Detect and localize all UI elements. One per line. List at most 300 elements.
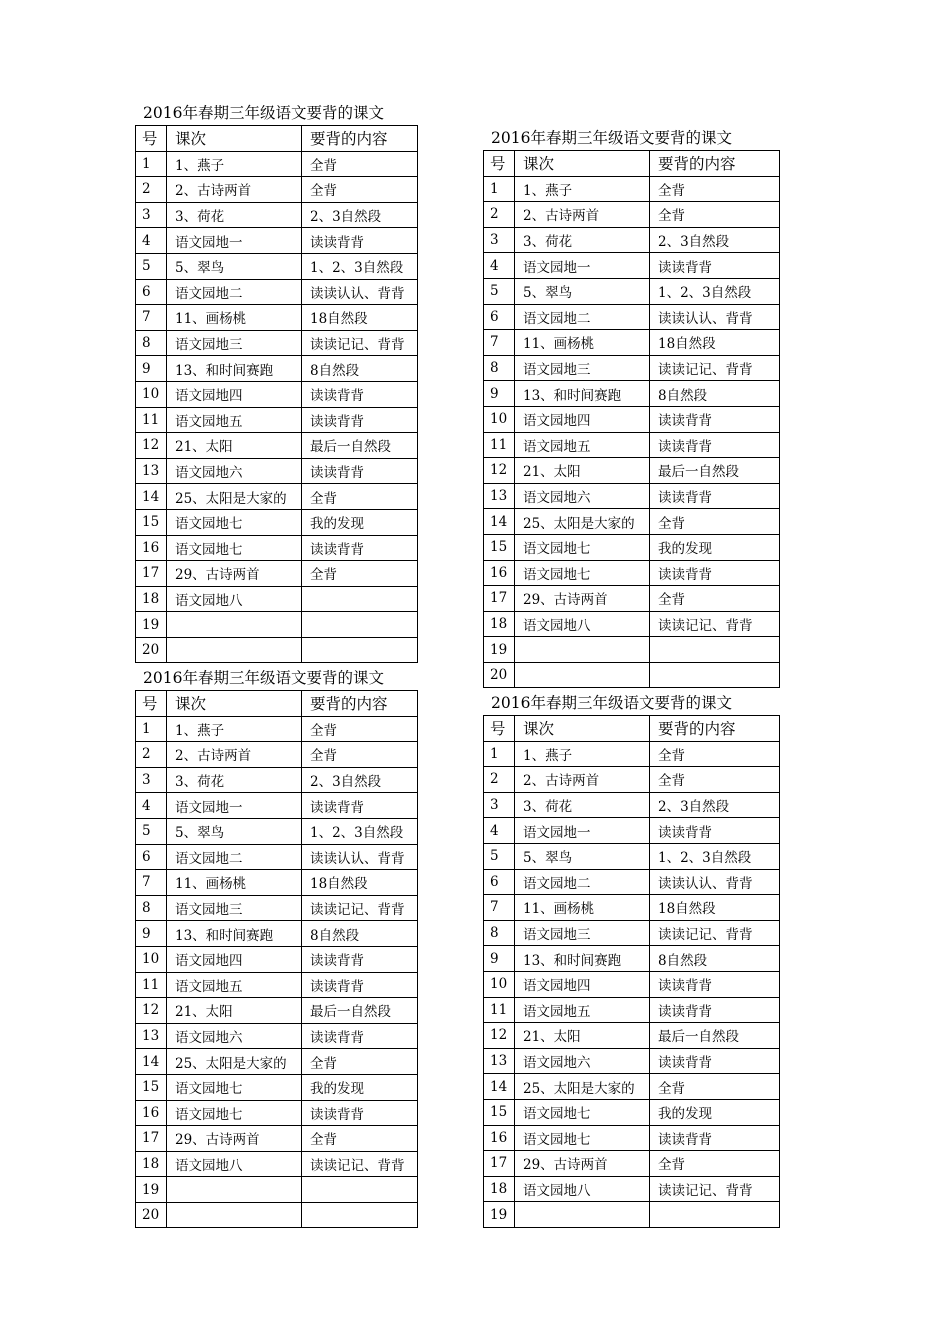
table-row xyxy=(484,330,780,356)
content-cell: 读读背背 xyxy=(650,483,780,509)
header-lesson: 课次 xyxy=(167,126,302,152)
table-row xyxy=(136,561,418,587)
lesson-cell: 语文园地八 xyxy=(167,1151,302,1177)
content-cell: 18自然段 xyxy=(302,305,418,331)
content-cell: 全背 xyxy=(302,177,418,203)
lesson-cell: 语文园地一 xyxy=(515,818,650,844)
number-cell: 7 xyxy=(484,330,515,356)
number-cell: 2 xyxy=(484,767,515,793)
lesson-cell: 5、翠鸟 xyxy=(167,818,302,844)
number-cell: 13 xyxy=(136,458,167,484)
number-cell: 7 xyxy=(136,870,167,896)
content-cell: 读读背背 xyxy=(650,997,780,1023)
table-row xyxy=(484,920,780,946)
lesson-cell xyxy=(167,612,302,638)
number-cell: 5 xyxy=(136,818,167,844)
lesson-cell: 语文园地七 xyxy=(167,1100,302,1126)
number-cell: 13 xyxy=(136,1023,167,1049)
table-row xyxy=(484,406,780,432)
number-cell: 12 xyxy=(484,458,515,484)
content-cell: 读读记记、背背 xyxy=(650,920,780,946)
content-cell: 我的发现 xyxy=(302,1074,418,1100)
lesson-cell: 3、荷花 xyxy=(515,227,650,253)
table-row xyxy=(136,433,418,459)
content-cell: 全背 xyxy=(302,151,418,177)
content-cell: 我的发现 xyxy=(650,1099,780,1125)
header-lesson: 课次 xyxy=(167,691,302,717)
lesson-cell: 25、太阳是大家的 xyxy=(515,1074,650,1100)
content-cell: 全背 xyxy=(302,742,418,768)
content-cell: 全背 xyxy=(650,509,780,535)
header-content: 要背的内容 xyxy=(302,691,418,717)
number-cell: 16 xyxy=(484,560,515,586)
lesson-cell: 5、翠鸟 xyxy=(167,253,302,279)
content-cell: 读读背背 xyxy=(650,560,780,586)
table-row xyxy=(484,818,780,844)
content-cell: 1、2、3自然段 xyxy=(302,253,418,279)
table-row xyxy=(484,483,780,509)
content-cell: 2、3自然段 xyxy=(302,202,418,228)
recitation-table xyxy=(483,150,780,688)
number-cell: 1 xyxy=(136,151,167,177)
table-row xyxy=(136,1100,418,1126)
lesson-cell xyxy=(167,637,302,663)
table-row xyxy=(136,1023,418,1049)
content-cell: 读读背背 xyxy=(650,432,780,458)
table-row xyxy=(136,870,418,896)
header-lesson: 课次 xyxy=(515,151,650,177)
content-cell: 读读记记、背背 xyxy=(650,611,780,637)
lesson-cell: 2、古诗两首 xyxy=(515,202,650,228)
content-cell: 全背 xyxy=(650,176,780,202)
table-row xyxy=(136,305,418,331)
lesson-cell: 5、翠鸟 xyxy=(515,843,650,869)
content-cell: 2、3自然段 xyxy=(650,792,780,818)
content-cell: 最后一自然段 xyxy=(650,458,780,484)
table-row xyxy=(136,844,418,870)
lesson-cell: 语文园地七 xyxy=(515,560,650,586)
lesson-cell: 语文园地四 xyxy=(167,381,302,407)
table-title: 2016年春期三年级语文要背的课文 xyxy=(491,694,732,712)
number-cell: 12 xyxy=(484,1023,515,1049)
number-cell: 6 xyxy=(484,304,515,330)
table-row xyxy=(136,998,418,1024)
table-row xyxy=(484,253,780,279)
number-cell: 8 xyxy=(484,355,515,381)
number-cell: 16 xyxy=(136,535,167,561)
table-row xyxy=(136,1177,418,1203)
lesson-cell: 语文园地六 xyxy=(515,483,650,509)
header-content: 要背的内容 xyxy=(650,151,780,177)
lesson-cell: 1、燕子 xyxy=(167,151,302,177)
content-cell: 读读认认、背背 xyxy=(302,844,418,870)
table-row xyxy=(136,1049,418,1075)
lesson-cell: 语文园地五 xyxy=(515,997,650,1023)
lesson-cell: 语文园地七 xyxy=(167,1074,302,1100)
number-cell: 3 xyxy=(136,202,167,228)
content-cell: 读读认认、背背 xyxy=(650,869,780,895)
lesson-cell: 语文园地六 xyxy=(515,1048,650,1074)
content-cell: 1、2、3自然段 xyxy=(302,818,418,844)
table-row xyxy=(136,921,418,947)
table-row xyxy=(484,458,780,484)
lesson-cell: 2、古诗两首 xyxy=(515,767,650,793)
number-cell: 20 xyxy=(136,1202,167,1228)
lesson-cell: 语文园地六 xyxy=(167,458,302,484)
lesson-cell: 21、太阳 xyxy=(167,998,302,1024)
table-row xyxy=(136,637,418,663)
content-cell: 读读背背 xyxy=(650,818,780,844)
recitation-table xyxy=(135,125,418,663)
lesson-cell: 1、燕子 xyxy=(167,716,302,742)
number-cell: 7 xyxy=(136,305,167,331)
table-row xyxy=(136,612,418,638)
table-row xyxy=(136,228,418,254)
table-row xyxy=(484,1151,780,1177)
table-row xyxy=(484,1176,780,1202)
number-cell: 2 xyxy=(136,742,167,768)
table-row xyxy=(484,227,780,253)
number-cell: 2 xyxy=(136,177,167,203)
lesson-cell: 11、画杨桃 xyxy=(167,870,302,896)
content-cell: 全背 xyxy=(302,1049,418,1075)
content-cell: 我的发现 xyxy=(650,534,780,560)
table-row xyxy=(484,843,780,869)
lesson-cell: 语文园地八 xyxy=(515,1176,650,1202)
recitation-table-block-bottom-left xyxy=(135,666,417,1228)
number-cell: 9 xyxy=(484,381,515,407)
content-cell xyxy=(302,1202,418,1228)
content-cell: 读读背背 xyxy=(302,381,418,407)
table-row xyxy=(484,1202,780,1228)
lesson-cell: 21、太阳 xyxy=(515,458,650,484)
number-cell: 14 xyxy=(136,484,167,510)
number-cell: 19 xyxy=(136,612,167,638)
table-row xyxy=(484,202,780,228)
lesson-cell: 语文园地三 xyxy=(515,355,650,381)
table-row xyxy=(484,611,780,637)
number-cell: 4 xyxy=(136,228,167,254)
table-title: 2016年春期三年级语文要背的课文 xyxy=(143,104,384,122)
number-cell: 7 xyxy=(484,895,515,921)
content-cell xyxy=(302,612,418,638)
table-row xyxy=(136,1126,418,1152)
number-cell: 15 xyxy=(136,509,167,535)
lesson-cell: 语文园地七 xyxy=(515,1099,650,1125)
lesson-cell xyxy=(515,662,650,688)
number-cell: 13 xyxy=(484,483,515,509)
table-row xyxy=(484,381,780,407)
number-cell: 14 xyxy=(136,1049,167,1075)
number-cell: 10 xyxy=(136,381,167,407)
number-cell: 4 xyxy=(484,253,515,279)
content-cell: 全背 xyxy=(650,586,780,612)
content-cell: 读读背背 xyxy=(302,1023,418,1049)
lesson-cell: 21、太阳 xyxy=(515,1023,650,1049)
lesson-cell: 2、古诗两首 xyxy=(167,742,302,768)
lesson-cell xyxy=(515,637,650,663)
table-row xyxy=(136,793,418,819)
number-cell: 20 xyxy=(484,662,515,688)
table-row xyxy=(484,278,780,304)
lesson-cell: 语文园地二 xyxy=(515,869,650,895)
table-row xyxy=(484,176,780,202)
number-cell: 20 xyxy=(136,637,167,663)
number-cell: 10 xyxy=(484,406,515,432)
lesson-cell: 语文园地五 xyxy=(515,432,650,458)
table-row xyxy=(136,253,418,279)
content-cell xyxy=(302,637,418,663)
table-row xyxy=(136,818,418,844)
table-row xyxy=(136,946,418,972)
content-cell: 最后一自然段 xyxy=(302,433,418,459)
content-cell: 全背 xyxy=(302,561,418,587)
lesson-cell: 11、画杨桃 xyxy=(515,895,650,921)
table-row xyxy=(484,946,780,972)
lesson-cell: 5、翠鸟 xyxy=(515,278,650,304)
lesson-cell: 25、太阳是大家的 xyxy=(167,484,302,510)
table-title: 2016年春期三年级语文要背的课文 xyxy=(491,129,732,147)
content-cell: 读读背背 xyxy=(302,228,418,254)
number-cell: 18 xyxy=(484,1176,515,1202)
lesson-cell: 语文园地一 xyxy=(515,253,650,279)
content-cell: 读读背背 xyxy=(302,407,418,433)
content-cell: 我的发现 xyxy=(302,509,418,535)
content-cell: 2、3自然段 xyxy=(650,227,780,253)
lesson-cell: 语文园地四 xyxy=(515,971,650,997)
table-row xyxy=(136,509,418,535)
lesson-cell: 语文园地二 xyxy=(515,304,650,330)
table-header-row xyxy=(484,716,780,742)
content-cell xyxy=(302,1177,418,1203)
table-row xyxy=(136,356,418,382)
content-cell: 读读背背 xyxy=(650,1048,780,1074)
header-lesson: 课次 xyxy=(515,716,650,742)
content-cell: 全背 xyxy=(650,1074,780,1100)
lesson-cell: 13、和时间赛跑 xyxy=(167,356,302,382)
lesson-cell: 3、荷花 xyxy=(515,792,650,818)
number-cell: 19 xyxy=(484,1202,515,1228)
content-cell: 读读记记、背背 xyxy=(302,895,418,921)
number-cell: 12 xyxy=(136,433,167,459)
number-cell: 11 xyxy=(484,432,515,458)
content-cell: 读读记记、背背 xyxy=(650,1176,780,1202)
number-cell: 8 xyxy=(484,920,515,946)
lesson-cell: 11、画杨桃 xyxy=(167,305,302,331)
table-row xyxy=(484,355,780,381)
number-cell: 4 xyxy=(484,818,515,844)
header-content: 要背的内容 xyxy=(302,126,418,152)
table-row xyxy=(136,1074,418,1100)
table-row xyxy=(136,202,418,228)
number-cell: 4 xyxy=(136,793,167,819)
content-cell: 1、2、3自然段 xyxy=(650,278,780,304)
table-row xyxy=(484,1099,780,1125)
number-cell: 17 xyxy=(484,1151,515,1177)
table-row xyxy=(484,1048,780,1074)
lesson-cell: 29、古诗两首 xyxy=(515,1151,650,1177)
number-cell: 2 xyxy=(484,202,515,228)
table-row xyxy=(484,432,780,458)
lesson-cell: 3、荷花 xyxy=(167,202,302,228)
table-row xyxy=(136,1202,418,1228)
recitation-table-block-top-left xyxy=(135,101,417,663)
lesson-cell: 语文园地七 xyxy=(515,534,650,560)
number-cell: 17 xyxy=(136,561,167,587)
lesson-cell: 1、燕子 xyxy=(515,741,650,767)
number-cell: 15 xyxy=(136,1074,167,1100)
number-cell: 14 xyxy=(484,509,515,535)
header-number: 号 xyxy=(484,151,515,177)
table-row xyxy=(484,971,780,997)
number-cell: 6 xyxy=(484,869,515,895)
number-cell: 18 xyxy=(136,1151,167,1177)
content-cell: 1、2、3自然段 xyxy=(650,843,780,869)
number-cell: 19 xyxy=(484,637,515,663)
table-row xyxy=(484,1023,780,1049)
number-cell: 19 xyxy=(136,1177,167,1203)
number-cell: 3 xyxy=(136,767,167,793)
content-cell: 读读背背 xyxy=(302,458,418,484)
content-cell: 读读背背 xyxy=(302,1100,418,1126)
content-cell: 全背 xyxy=(302,716,418,742)
lesson-cell: 13、和时间赛跑 xyxy=(515,946,650,972)
table-row xyxy=(136,177,418,203)
number-cell: 11 xyxy=(484,997,515,1023)
recitation-table-block-bottom-right xyxy=(483,691,779,1228)
number-cell: 16 xyxy=(484,1125,515,1151)
number-cell: 9 xyxy=(136,921,167,947)
table-header-row xyxy=(136,691,418,717)
content-cell: 全背 xyxy=(650,202,780,228)
recitation-table-block-top-right xyxy=(483,126,779,688)
content-cell: 最后一自然段 xyxy=(650,1023,780,1049)
table-row xyxy=(136,407,418,433)
content-cell: 读读背背 xyxy=(650,253,780,279)
lesson-cell: 语文园地四 xyxy=(167,946,302,972)
lesson-cell: 语文园地七 xyxy=(515,1125,650,1151)
table-row xyxy=(484,895,780,921)
content-cell xyxy=(302,586,418,612)
lesson-cell: 语文园地八 xyxy=(515,611,650,637)
table-row xyxy=(484,792,780,818)
number-cell: 18 xyxy=(136,586,167,612)
table-row xyxy=(484,741,780,767)
table-title: 2016年春期三年级语文要背的课文 xyxy=(143,669,384,687)
number-cell: 6 xyxy=(136,279,167,305)
lesson-cell: 语文园地一 xyxy=(167,228,302,254)
lesson-cell: 语文园地七 xyxy=(167,535,302,561)
number-cell: 12 xyxy=(136,998,167,1024)
number-cell: 9 xyxy=(484,946,515,972)
table-row xyxy=(484,997,780,1023)
lesson-cell: 29、古诗两首 xyxy=(515,586,650,612)
lesson-cell: 29、古诗两首 xyxy=(167,1126,302,1152)
table-row xyxy=(136,586,418,612)
number-cell: 5 xyxy=(484,278,515,304)
content-cell: 读读背背 xyxy=(302,793,418,819)
content-cell: 读读背背 xyxy=(650,1125,780,1151)
number-cell: 11 xyxy=(136,972,167,998)
lesson-cell: 25、太阳是大家的 xyxy=(167,1049,302,1075)
content-cell: 读读认认、背背 xyxy=(302,279,418,305)
lesson-cell: 语文园地五 xyxy=(167,972,302,998)
table-row xyxy=(136,330,418,356)
content-cell xyxy=(650,1202,780,1228)
table-row xyxy=(136,535,418,561)
number-cell: 10 xyxy=(484,971,515,997)
table-header-row xyxy=(484,151,780,177)
table-row xyxy=(136,458,418,484)
lesson-cell: 语文园地三 xyxy=(515,920,650,946)
lesson-cell: 13、和时间赛跑 xyxy=(167,921,302,947)
table-row xyxy=(484,534,780,560)
number-cell: 16 xyxy=(136,1100,167,1126)
lesson-cell: 语文园地六 xyxy=(167,1023,302,1049)
content-cell: 18自然段 xyxy=(650,895,780,921)
number-cell: 8 xyxy=(136,330,167,356)
content-cell: 8自然段 xyxy=(650,946,780,972)
number-cell: 10 xyxy=(136,946,167,972)
number-cell: 1 xyxy=(136,716,167,742)
table-row xyxy=(484,1125,780,1151)
lesson-cell: 语文园地四 xyxy=(515,406,650,432)
table-row xyxy=(136,972,418,998)
content-cell: 读读认认、背背 xyxy=(650,304,780,330)
table-header-row xyxy=(136,126,418,152)
content-cell: 8自然段 xyxy=(302,356,418,382)
table-row xyxy=(484,662,780,688)
content-cell: 8自然段 xyxy=(650,381,780,407)
table-row xyxy=(136,1151,418,1177)
lesson-cell xyxy=(167,1202,302,1228)
table-row xyxy=(136,279,418,305)
header-content: 要背的内容 xyxy=(650,716,780,742)
content-cell: 全背 xyxy=(650,767,780,793)
content-cell: 全背 xyxy=(302,1126,418,1152)
number-cell: 1 xyxy=(484,741,515,767)
lesson-cell xyxy=(167,1177,302,1203)
content-cell: 全背 xyxy=(302,484,418,510)
lesson-cell: 21、太阳 xyxy=(167,433,302,459)
number-cell: 9 xyxy=(136,356,167,382)
content-cell: 18自然段 xyxy=(302,870,418,896)
lesson-cell: 1、燕子 xyxy=(515,176,650,202)
content-cell: 读读背背 xyxy=(650,971,780,997)
lesson-cell: 2、古诗两首 xyxy=(167,177,302,203)
number-cell: 1 xyxy=(484,176,515,202)
lesson-cell: 语文园地八 xyxy=(167,586,302,612)
lesson-cell: 语文园地五 xyxy=(167,407,302,433)
number-cell: 3 xyxy=(484,227,515,253)
content-cell: 2、3自然段 xyxy=(302,767,418,793)
number-cell: 14 xyxy=(484,1074,515,1100)
content-cell: 读读背背 xyxy=(302,972,418,998)
content-cell: 读读记记、背背 xyxy=(302,330,418,356)
lesson-cell: 语文园地三 xyxy=(167,895,302,921)
table-row xyxy=(484,509,780,535)
number-cell: 15 xyxy=(484,534,515,560)
content-cell xyxy=(650,637,780,663)
header-number: 号 xyxy=(136,691,167,717)
table-row xyxy=(484,304,780,330)
content-cell: 读读记记、背背 xyxy=(650,355,780,381)
lesson-cell: 语文园地一 xyxy=(167,793,302,819)
number-cell: 6 xyxy=(136,844,167,870)
header-number: 号 xyxy=(136,126,167,152)
number-cell: 11 xyxy=(136,407,167,433)
lesson-cell: 25、太阳是大家的 xyxy=(515,509,650,535)
